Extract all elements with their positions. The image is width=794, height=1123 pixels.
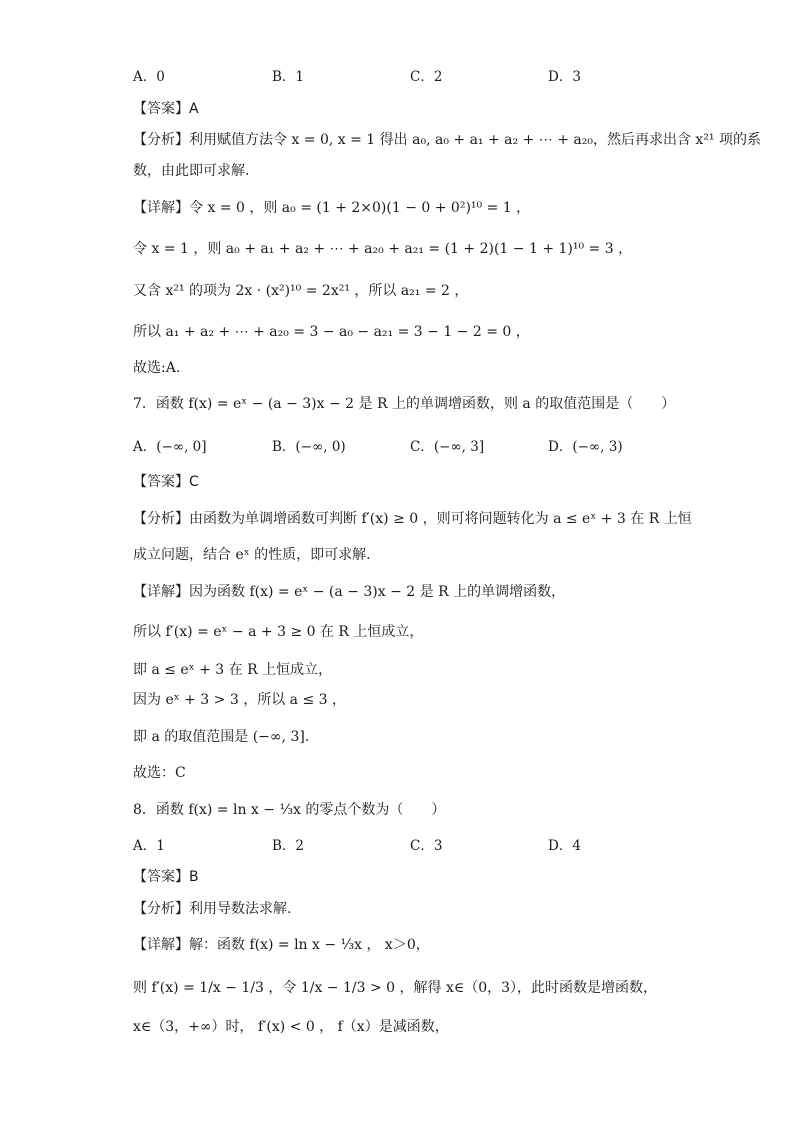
q7-analysis-line-1: 【分析】由函数为单调增函数可判断 f′(x) ≥ 0 ，则可将问题转化为 a ≤ eˣ + 3 在 R 上恒 (133, 511, 692, 527)
q6-choose: 故选:A. (133, 360, 181, 376)
q7-detail-line-1: 【详解】因为函数 f(x) = eˣ − (a − 3)x − 2 是 R 上的单调增函数， (133, 584, 566, 600)
q8-option-b: B．2 (272, 838, 305, 854)
q6-option-a: A．0 (133, 69, 165, 85)
q7-option-d: D．(−∞, 3) (548, 439, 623, 455)
q7-choose: 故选：C (133, 765, 186, 781)
q6-analysis-line-2: 数，由此即可求解. (133, 163, 250, 179)
q6-detail-line-1: 【详解】令 x = 0 ，则 a₀ = (1 + 2×0)(1 − 0 + 0²)¹⁰ = 1 ， (133, 200, 531, 216)
q7-detail-line-4: 因为 eˣ + 3 > 3 ，所以 a ≤ 3 ， (133, 692, 346, 708)
q6-option-b: B．1 (272, 69, 305, 85)
q7-detail-line-3: 即 a ≤ eˣ + 3 在 R 上恒成立， (133, 662, 333, 678)
q8-detail-line-3: x∈（3，+∞）时， f′(x) < 0 ， f（x）是减函数， (133, 1019, 449, 1035)
q7-option-c: C．(−∞, 3] (410, 439, 485, 455)
q7-detail-line-2: 所以 f′(x) = eˣ − a + 3 ≥ 0 在 R 上恒成立， (133, 624, 424, 640)
q6-option-c: C．2 (410, 69, 443, 85)
q7-stem: 7．函数 f(x) = eˣ − (a − 3)x − 2 是 R 上的单调增函数，则 a 的取值范围是（ ） (133, 396, 676, 412)
q7-detail-line-5: 即 a 的取值范围是 (−∞, 3]. (133, 729, 310, 745)
q7-option-b: B．(−∞, 0) (272, 439, 346, 455)
q6-detail-line-2: 令 x = 1 ，则 a₀ + a₁ + a₂ + ⋯ + a₂₀ + a₂₁ = (1 + 2)(1 − 1 + 1)¹⁰ = 3 ， (133, 241, 633, 257)
q8-detail-line-1: 【详解】解：函数 f(x) = ln x − ⅓x ， x＞0， (133, 937, 430, 953)
q7-answer: 【答案】C (133, 474, 199, 490)
q8-option-a: A．1 (133, 838, 165, 854)
q6-analysis-line-1: 【分析】利用赋值方法令 x = 0, x = 1 得出 a₀, a₀ + a₁ + a₂ + ⋯ + a₂₀，然后再求出含 x²¹ 项的系 (133, 132, 761, 148)
q7-option-a: A．(−∞, 0] (133, 439, 207, 455)
q8-detail-line-2: 则 f′(x) = 1/x − 1/3 ，令 1/x − 1/3 > 0 ，解得 x∈（0，3），此时函数是增函数， (133, 980, 658, 996)
q8-analysis-line-1: 【分析】利用导数法求解. (133, 901, 292, 917)
q8-option-c: C．3 (410, 838, 443, 854)
q6-detail-line-4: 所以 a₁ + a₂ + ⋯ + a₂₀ = 3 − a₀ − a₂₁ = 3 − 1 − 2 = 0 ， (133, 324, 530, 340)
q6-detail-line-3: 又含 x²¹ 的项为 2x · (x²)¹⁰ = 2x²¹ ，所以 a₂₁ = 2 ， (133, 283, 469, 299)
q6-answer: 【答案】A (133, 101, 199, 117)
q8-stem: 8．函数 f(x) = ln x − ⅓x 的零点个数为（ ） (133, 802, 446, 818)
q8-answer: 【答案】B (133, 869, 199, 885)
q6-option-d: D．3 (548, 69, 581, 85)
q8-option-d: D．4 (548, 838, 581, 854)
q7-analysis-line-2: 成立问题，结合 eˣ 的性质，即可求解. (133, 547, 371, 563)
